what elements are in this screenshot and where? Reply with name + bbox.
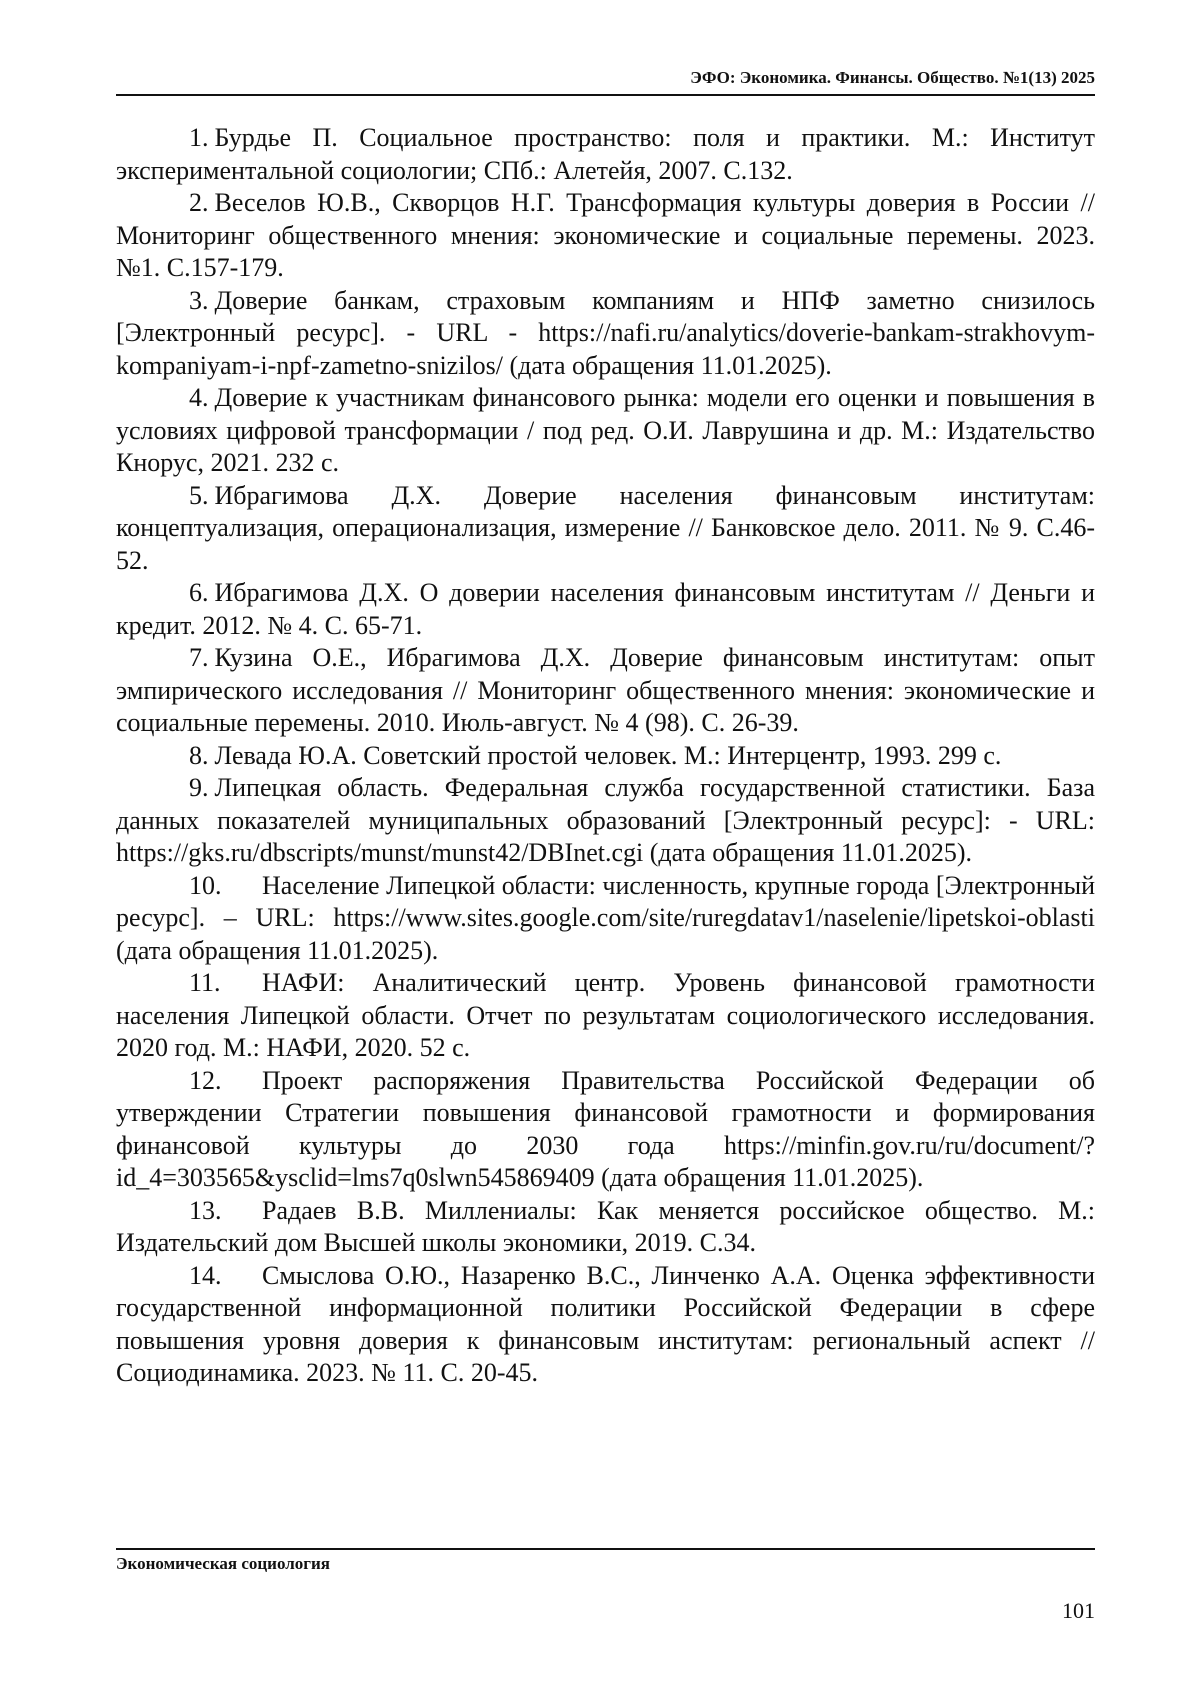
reference-text: Липецкая область. Федеральная служба государственной статистики. База данных показателей муниципальных образований [Электронный ресурс]: - URL: https://gks.ru/dbscripts/munst/munst42/DBInet.cgi (дата обращения 11.01.2025). [116, 773, 1095, 867]
reference-item [116, 1260, 1095, 1390]
reference-text: Радаев В.В. Миллениалы: Как меняется российское общество. М.: Издательский дом Высшей школы экономики, 2019. С.34. [116, 1196, 1095, 1258]
reference-number: 6. [189, 578, 209, 607]
reference-text: Кузина О.Е., Ибрагимова Д.Х. Доверие финансовым институтам: опыт эмпирического исследования // Мониторинг общественного мнения: экономические и социальные перемены. 2010. Июль-август. № 4 (98). С. 26-39. [116, 643, 1095, 737]
reference-item [116, 480, 1095, 578]
reference-item [116, 1065, 1095, 1195]
reference-item [116, 772, 1095, 870]
running-header: ЭФО: Экономика. Финансы. Общество. №1(13) 2025 [116, 68, 1095, 96]
reference-text: Веселов Ю.В., Скворцов Н.Г. Трансформация культуры доверия в России // Мониторинг общественного мнения: экономические и социальные перемены. 2023. №1. С.157-179. [116, 188, 1095, 282]
reference-item [116, 1195, 1095, 1260]
page-number: 101 [1030, 1598, 1095, 1624]
reference-list [116, 122, 1095, 1390]
reference-number: 14. [189, 1260, 262, 1293]
reference-text: Смыслова О.Ю., Назаренко В.С., Линченко А.А. Оценка эффективности государственной информационной политики Российской Федерации в сфере повышения уровня доверия к финансовым институтам: региональный аспект // Социодинамика. 2023. № 11. С. 20-45. [116, 1261, 1095, 1388]
section-title: Экономическая социология [116, 1554, 330, 1574]
reference-item [116, 577, 1095, 642]
reference-text: Ибрагимова Д.Х. Доверие населения финансовым институтам: концептуализация, операционализация, измерение // Банковское дело. 2011. № 9. С.46-52. [116, 481, 1095, 575]
reference-item [116, 967, 1095, 1065]
reference-number: 9. [189, 773, 209, 802]
reference-item [116, 642, 1095, 740]
footer-divider [116, 1548, 1095, 1550]
reference-text: Левада Ю.А. Советский простой человек. М.: Интерцентр, 1993. 299 с. [215, 741, 1002, 770]
reference-number: 10. [189, 870, 262, 903]
reference-item [116, 285, 1095, 383]
reference-number: 3. [189, 286, 209, 315]
reference-text: Бурдье П. Социальное пространство: поля и практики. М.: Институт экспериментальной социологии; СПб.: Алетейя, 2007. С.132. [116, 123, 1095, 185]
reference-number: 13. [189, 1195, 262, 1228]
reference-number: 7. [189, 643, 209, 672]
reference-text: Проект распоряжения Правительства Российской Федерации об утверждении Стратегии повышения финансовой грамотности и формирования финансовой культуры до 2030 года https://minfin.gov.ru/ru/document/?id_4=303565&ysclid=lms7q0slwn545869409 (дата обращения 11.01.2025). [116, 1066, 1095, 1193]
reference-text: Ибрагимова Д.Х. О доверии населения финансовым институтам // Деньги и кредит. 2012. № 4. С. 65-71. [116, 578, 1095, 640]
reference-number: 8. [189, 741, 209, 770]
reference-text: Доверие банкам, страховым компаниям и НПФ заметно снизилось [Электронный ресурс]. - URL - https://nafi.ru/analytics/doverie-bankam-strakhovym-kompaniyam-i-npf-zametno-snizilos/ (дата обращения 11.01.2025). [116, 286, 1095, 380]
reference-item [116, 382, 1095, 480]
reference-number: 11. [189, 967, 262, 1000]
reference-number: 5. [189, 481, 209, 510]
reference-number: 12. [189, 1065, 262, 1098]
reference-text: Население Липецкой области: численность, крупные города [Электронный ресурс]. – URL: https://www.sites.google.com/site/ruregdatav1/naselenie/lipetskoi-oblasti (дата обращения 11.01.2025). [116, 871, 1095, 965]
reference-number: 4. [189, 383, 209, 412]
reference-item [116, 870, 1095, 968]
reference-text: НАФИ: Аналитический центр. Уровень финансовой грамотности населения Липецкой области. Отчет по результатам социологического исследования. 2020 год. М.: НАФИ, 2020. 52 с. [116, 968, 1095, 1062]
reference-item [116, 122, 1095, 187]
reference-number: 2. [189, 188, 209, 217]
reference-number: 1. [189, 123, 209, 152]
reference-item [116, 187, 1095, 285]
reference-item [116, 740, 1095, 773]
reference-text: Доверие к участникам финансового рынка: модели его оценки и повышения в условиях цифровой трансформации / под ред. О.И. Лаврушина и др. М.: Издательство Кнорус, 2021. 232 с. [116, 383, 1095, 477]
